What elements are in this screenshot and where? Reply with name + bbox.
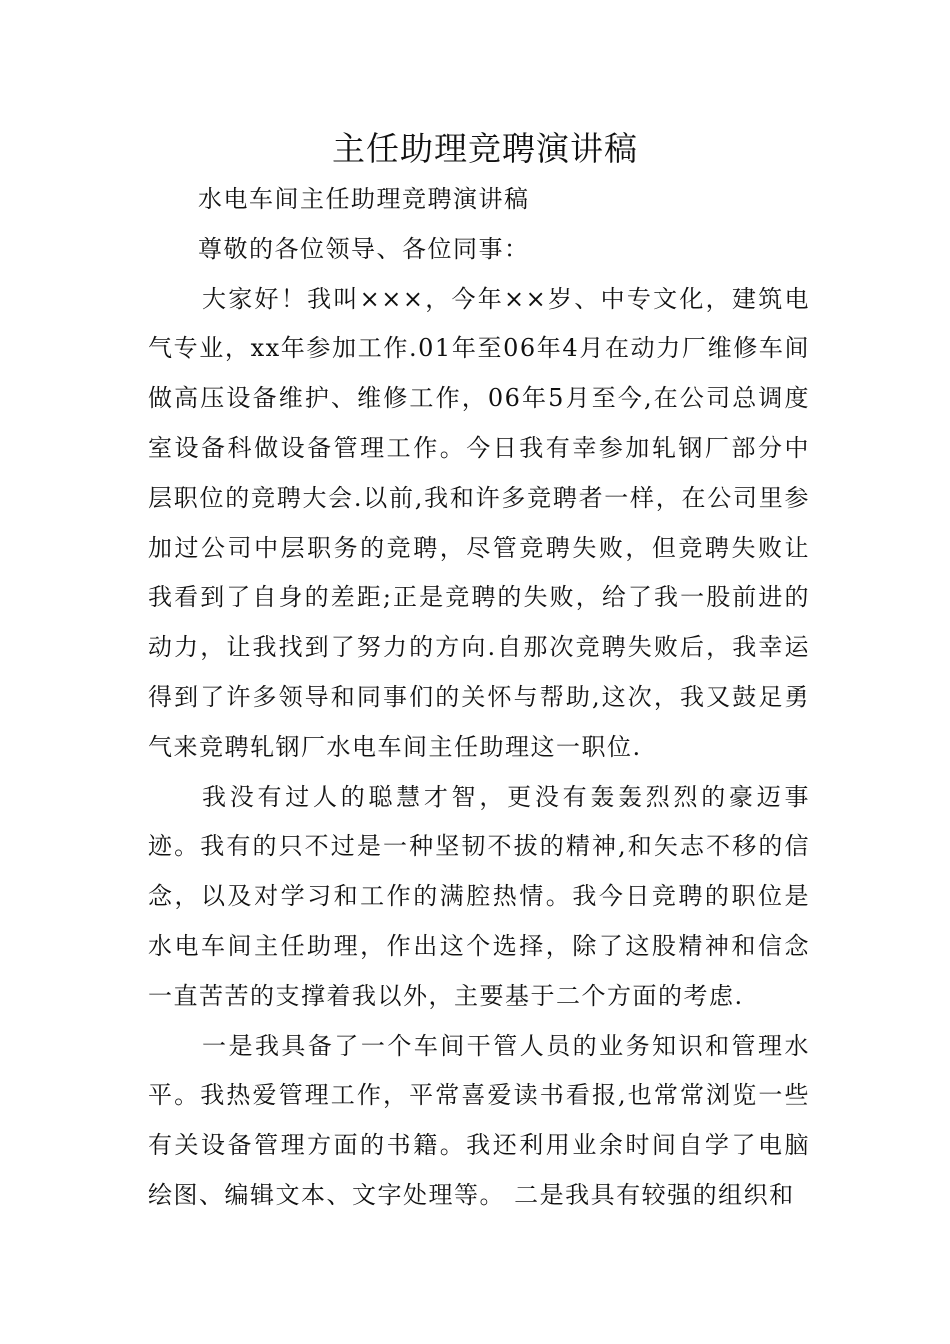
paragraph-qualifications: 一是我具备了一个车间干管人员的业务知识和管理水平。我热爱管理工作，平常喜爱读书看报,也常常浏览一些有关设备管理方面的书籍。我还利用业余时间自学了电脑绘图、编辑文本、文字处理等。 二是我具有较强的组织和 — [148, 1031, 810, 1209]
paragraph-salutation: 尊敬的各位领导、各位同事： — [198, 234, 530, 263]
document-body — [148, 175, 810, 1221]
paragraph-motivation: 我没有过人的聪慧才智，更没有轰轰烈烈的豪迈事迹。我有的只不过是一种坚韧不拔的精神,和矢志不移的信念，以及对学习和工作的满腔热情。我今日竞聘的职位是水电车间主任助理，作出这个选择，除了这股精神和信念一直苦苦的支撑着我以外，主要基于二个方面的考虑. — [148, 782, 810, 1010]
paragraph-introduction: 大家好！我叫×××，今年××岁、中专文化，建筑电气专业，xx年参加工作.01年至06年4月在动力厂维修车间做高压设备维护、维修工作，06年5月至今,在公司总调度室设备科做设备管理工作。今日我有幸参加轧钢厂部分中层职位的竞聘大会.以前,我和许多竞聘者一样，在公司里参加过公司中层职务的竞聘，尽管竞聘失败，但竞聘失败让我看到了自身的差距;正是竞聘的失败，给了我一股前进的动力，让我找到了努力的方向.自那次竞聘失败后，我幸运得到了许多领导和同事们的关怀与帮助,这次，我又鼓足勇气来竞聘轧钢厂水电车间主任助理这一职位. — [148, 284, 810, 761]
paragraph-subtitle: 水电车间主任助理竞聘演讲稿 — [198, 185, 530, 213]
document-title: 主任助理竞聘演讲稿 — [332, 129, 638, 168]
